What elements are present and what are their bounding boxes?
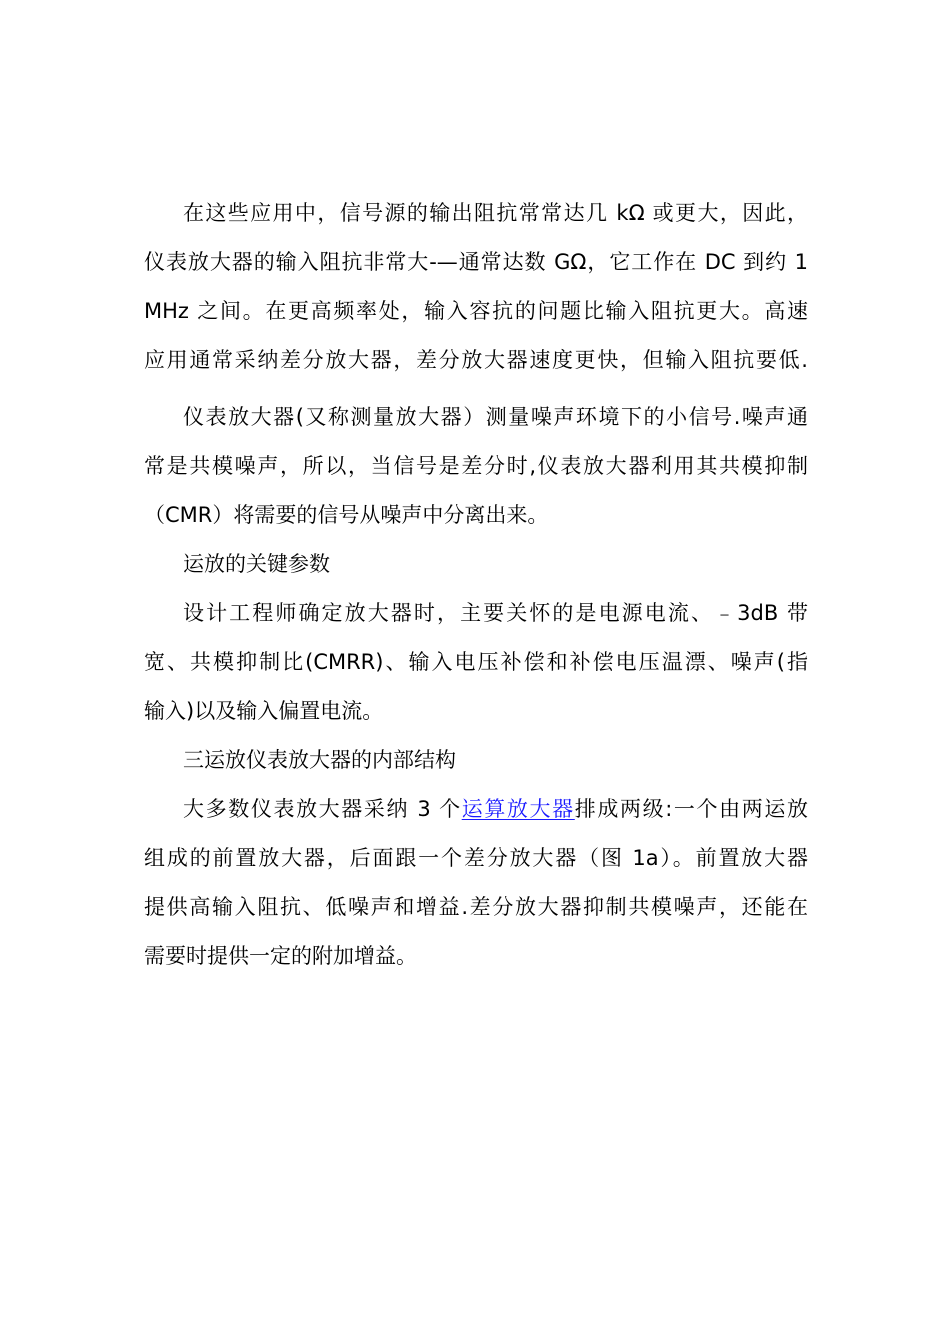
paragraph-line: 提供高输入阻抗、低噪声和增益.差分放大器抑制共模噪声，还能在: [144, 895, 808, 919]
text-after-link: 排成两级:一个由两运放: [574, 797, 808, 821]
paragraph-line: 设计工程师确定放大器时，主要关怀的是电源电流、﹣3dB 带: [183, 601, 808, 625]
paragraph-line: 组成的前置放大器，后面跟一个差分放大器（图 1a）。前置放大器: [144, 846, 808, 870]
paragraph-line-with-link: [144, 785, 808, 834]
paragraph-line: 仪表放大器(又称测量放大器）测量噪声环境下的小信号.噪声通: [183, 405, 808, 429]
document-body: [144, 189, 808, 981]
paragraph-line: 输入)以及输入偏置电流。: [144, 699, 384, 723]
paragraph-spacer: [144, 385, 808, 393]
paragraph-input-impedance: [144, 189, 808, 385]
text-before-link: 大多数仪表放大器采纳 3 个: [183, 797, 462, 821]
paragraph-line: 应用通常采纳差分放大器，差分放大器速度更快，但输入阻抗要低.: [144, 348, 808, 372]
paragraph-common-mode-noise: [144, 393, 808, 540]
paragraph-line: 仪表放大器的输入阻抗非常大-—通常达数 GΩ，它工作在 DC 到约 1: [144, 250, 808, 274]
paragraph-line: 在这些应用中，信号源的输出阻抗常常达几 kΩ 或更大，因此，: [183, 201, 808, 225]
paragraph-line: MHz 之间。在更高频率处，输入容抗的问题比输入阻抗更大。高速: [144, 299, 808, 323]
paragraph-three-opamp-structure: [144, 785, 808, 981]
paragraph-key-parameters: [144, 589, 808, 736]
op-amp-link[interactable]: 运算放大器: [461, 797, 575, 821]
section-heading-internal-structure: 三运放仪表放大器的内部结构: [183, 748, 456, 772]
paragraph-line: 常是共模噪声，所以，当信号是差分时,仪表放大器利用其共模抑制: [144, 454, 808, 478]
paragraph-line: （CMR）将需要的信号从噪声中分离出来。: [144, 503, 549, 527]
section-heading-key-parameters: 运放的关键参数: [183, 552, 330, 576]
paragraph-line: 宽、共模抑制比(CMRR)、输入电压补偿和补偿电压温漂、噪声(指: [144, 650, 808, 674]
paragraph-line: 需要时提供一定的附加增益。: [144, 944, 417, 968]
